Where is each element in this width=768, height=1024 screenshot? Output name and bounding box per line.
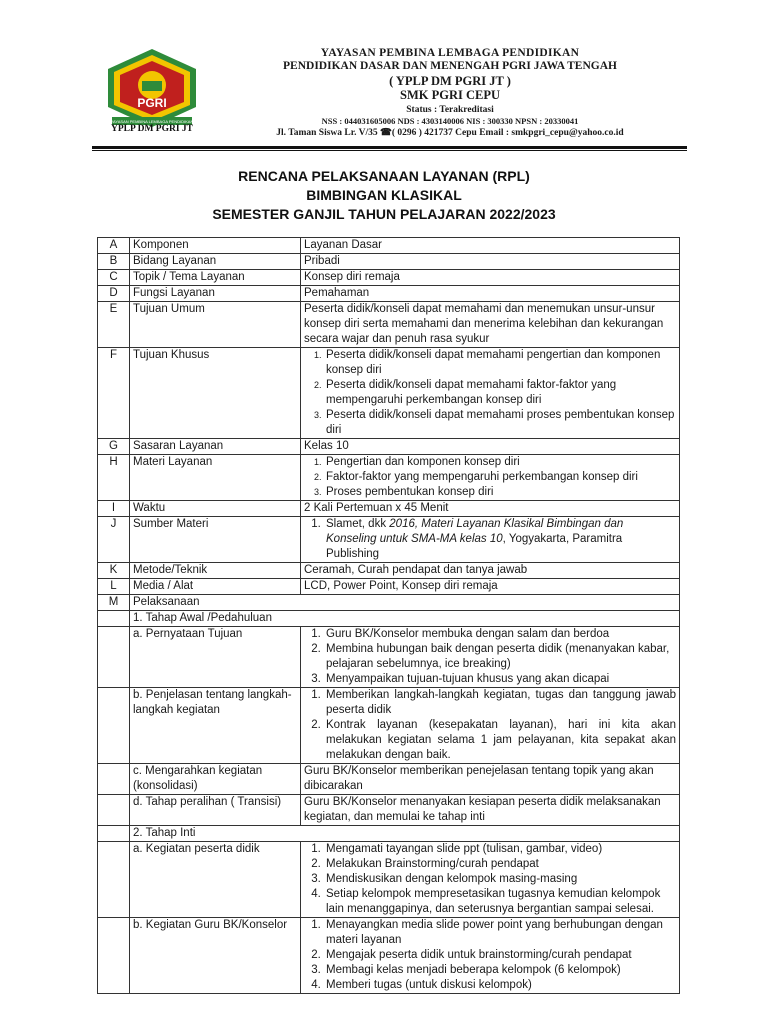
letterhead-text	[220, 47, 680, 139]
list-item: 2. Faktor-faktor yang mempengaruhi perkembangan konsep diri	[324, 470, 676, 485]
material-list	[304, 455, 676, 500]
doc-subtitle: BIMBINGAN KLASIKAL	[306, 187, 462, 203]
list-item: 1. Guru BK/Konselor membuka dengan salam dan berdoa	[324, 627, 676, 642]
table-row: J Sumber Materi 1. Slamet, dkk 2016, Materi Layanan Klasikal Bimbingan dan Konseling untuk SMA-MA kelas 10, Yogyakarta, Paramitra Publishing	[98, 517, 680, 563]
table-row: M Pelaksanaan	[98, 595, 680, 611]
table-row: L Media / Alat LCD, Power Point, Konsep diri remaja	[98, 579, 680, 595]
list-item: 2. Peserta didik/konseli dapat memahami faktor-faktor yang mempengaruhi perkembangan konsep diri	[324, 378, 676, 408]
school-ids: NSS : 044031605006 NDS : 4303140006 NIS : 300330 NPSN : 20330041	[321, 116, 579, 126]
letterhead	[0, 0, 768, 150]
table-row: E Tujuan Umum Peserta didik/konseli dapat memahami dan menemukan unsur-unsur konsep diri serta memahami dan menerima kelebihan dan kekurangan secara wajar dan penuh rasa syukur	[98, 302, 680, 348]
table-row: H Materi Layanan 1. Pengertian dan komponen konsep diri 2. Faktor-faktor yang mempengaruhi perkembangan konsep diri 3. Proses pembentukan konsep diri	[98, 455, 680, 501]
letterhead-rule-thin	[92, 150, 687, 151]
source-list	[304, 517, 676, 562]
list-item: 4. Setiap kelompok mempresetasikan tugasnya kemudian kelompok lain menanggapinya, dan seterusnya bergantian sampai selesai.	[324, 887, 676, 917]
list-item: 1. Menayangkan media slide power point yang berhubungan dengan materi layanan	[324, 918, 676, 948]
svg-text:PGRI: PGRI	[137, 96, 167, 110]
letterhead-rule-thick	[92, 146, 687, 149]
foundation-name: YAYASAN PEMBINA LEMBAGA PENDIDIKAN	[320, 47, 580, 59]
list-item: 3. Mendiskusikan dengan kelompok masing-masing	[324, 872, 676, 887]
foundation-abbrev: ( YPLP DM PGRI JT )	[389, 74, 511, 88]
list-item: 1. Mengamati tayangan slide ppt (tulisan, gambar, video)	[324, 842, 676, 857]
doc-title: RENCANA PELAKSANAAN LAYANAN (RPL)	[238, 168, 530, 184]
table-row: a. Kegiatan peserta didik 1. Mengamati tayangan slide ppt (tulisan, gambar, video) 2. Melakukan Brainstorming/curah pendapat 3. Mendiskusikan dengan kelompok masing-masing 4. Setiap kelompok mempresetasikan tugasnya kemudian kelompok lain menanggapinya, dan seterusnya bergantian sampai selesai.	[98, 842, 680, 918]
table-row: 1. Tahap Awal /Pedahuluan	[98, 611, 680, 627]
opening-steps-list	[304, 627, 676, 687]
list-item: 3. Peserta didik/konseli dapat memahami proses pembentukan konsep diri	[324, 408, 676, 438]
school-address: Jl. Taman Siswa Lr. V/35 ☎( 0296 ) 421737 Cepu Email : smkpgri_cepu@yahoo.co.id	[276, 128, 624, 138]
list-item: 2. Membina hubungan baik dengan peserta didik (menanyakan kabar, pelajaran sebelumnya, ice breaking)	[324, 642, 676, 672]
accreditation-status: Status : Terakreditasi	[406, 105, 494, 115]
table-row: b. Kegiatan Guru BK/Konselor 1. Menayangkan media slide power point yang berhubungan dengan materi layanan 2. Mengajak peserta didik untuk brainstorming/curah pendapat 3. Membagi kelas menjadi beberapa kelompok (6 kelompok) 4. Memberi tugas (untuk diskusi kelompok)	[98, 918, 680, 994]
list-item: 2. Mengajak peserta didik untuk brainstorming/curah pendapat	[324, 948, 676, 963]
table-row: c. Mengarahkan kegiatan (konsolidasi) Guru BK/Konselor memberikan penejelasan tentang topik yang akan dibicarakan	[98, 764, 680, 795]
list-item: 4. Memberi tugas (untuk diskusi kelompok)	[324, 978, 676, 993]
school-name: SMK PGRI CEPU	[400, 88, 500, 102]
table-row: A Komponen Layanan Dasar	[98, 238, 680, 254]
table-row: C Topik / Tema Layanan Konsep diri remaja	[98, 270, 680, 286]
table-row: K Metode/Teknik Ceramah, Curah pendapat dan tanya jawab	[98, 563, 680, 579]
doc-semester: SEMESTER GANJIL TAHUN PELAJARAN 2022/2023	[212, 206, 556, 222]
table-row: G Sasaran Layanan Kelas 10	[98, 439, 680, 455]
teacher-activity-list	[304, 918, 676, 993]
specific-goals-list	[304, 348, 676, 438]
list-item: 1. Pengertian dan komponen konsep diri	[324, 455, 676, 470]
svg-text:YAYASAN PEMBINA LEMBAGA PENDID: YAYASAN PEMBINA LEMBAGA PENDIDIKAN	[110, 119, 194, 124]
list-item: 3. Membagi kelas menjadi beberapa kelompok (6 kelompok)	[324, 963, 676, 978]
table-row: 2. Tahap Inti	[98, 826, 680, 842]
table-row: a. Pernyataan Tujuan 1. Guru BK/Konselor membuka dengan salam dan berdoa 2. Membina hubungan baik dengan peserta didik (menanyakan kabar, pelajaran sebelumnya, ice breaking) 3. Menyampaikan tujuan-tujuan khusus yang akan dicapai	[98, 627, 680, 688]
rpl-table	[97, 237, 680, 994]
table-row: b. Penjelasan tentang langkah-langkah kegiatan 1. Memberikan langkah-langkah kegiatan, tugas dan tanggung jawab peserta didik 2. Kontrak layanan (kesepakatan layanan), hari ini kita akan melakukan kegiatan selama 1 jam pelayanan, kita sepakat akan melakukan dengan baik.	[98, 688, 680, 764]
list-item: 3. Menyampaikan tujuan-tujuan khusus yang akan dicapai	[324, 672, 676, 687]
list-item: 3. Proses pembentukan konsep diri	[324, 485, 676, 500]
steps-explanation-list	[304, 688, 676, 763]
table-row: I Waktu 2 Kali Pertemuan x 45 Menit	[98, 501, 680, 517]
foundation-subtitle: PENDIDIKAN DASAR DAN MENENGAH PGRI JAWA TENGAH	[283, 60, 617, 72]
table-row: d. Tahap peralihan ( Transisi) Guru BK/Konselor menanyakan kesiapan peserta didik melaksanakan kegiatan, dan memulai ke tahap inti	[98, 795, 680, 826]
list-item: 1. Slamet, dkk 2016, Materi Layanan Klasikal Bimbingan dan Konseling untuk SMA-MA kelas 10, Yogyakarta, Paramitra Publishing	[324, 517, 676, 562]
list-item: 2. Melakukan Brainstorming/curah pendapat	[324, 857, 676, 872]
logo-caption: YPLP DM PGRI JT	[110, 124, 194, 134]
student-activity-list	[304, 842, 676, 917]
list-item: 1. Memberikan langkah-langkah kegiatan, tugas dan tanggung jawab peserta didik	[324, 688, 676, 718]
list-item: 1. Peserta didik/konseli dapat memahami pengertian dan komponen konsep diri	[324, 348, 676, 378]
table-row: D Fungsi Layanan Pemahaman	[98, 286, 680, 302]
table-row: B Bidang Layanan Pribadi	[98, 254, 680, 270]
list-item: 2. Kontrak layanan (kesepakatan layanan), hari ini kita akan melakukan kegiatan selama 1 jam pelayanan, kita sepakat akan melakukan dengan baik.	[324, 718, 676, 763]
table-row: F Tujuan Khusus 1. Peserta didik/konseli dapat memahami pengertian dan komponen konsep diri 2. Peserta didik/konseli dapat memahami faktor-faktor yang mempengaruhi perkembangan konsep diri 3. Peserta didik/konseli dapat memahami proses pembentukan konsep diri	[98, 348, 680, 439]
